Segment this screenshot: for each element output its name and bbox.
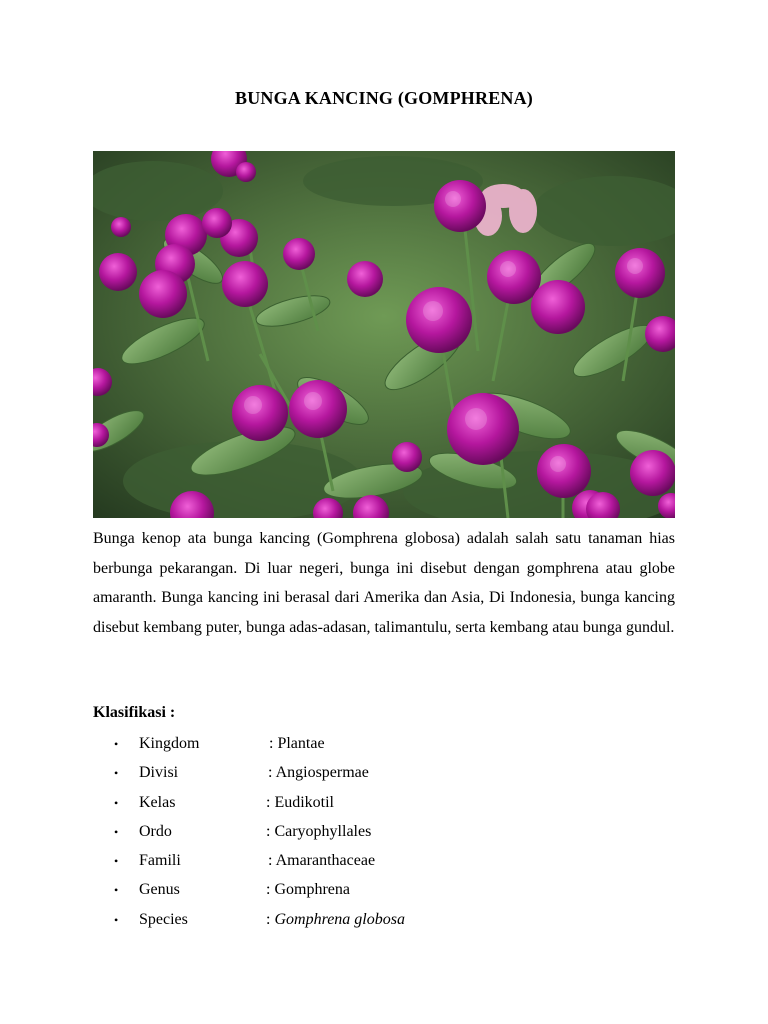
klasifikasi-value: : Eudikotil <box>266 793 334 811</box>
klasifikasi-item-species <box>0 908 768 937</box>
klasifikasi-value <box>266 908 405 932</box>
bullet-icon: • <box>114 912 119 927</box>
klasifikasi-key: Kelas <box>139 793 176 811</box>
bullet-icon: • <box>114 795 119 810</box>
klasifikasi-item-genus <box>0 878 768 907</box>
klasifikasi-key: Ordo <box>139 822 172 840</box>
klasifikasi-key: Divisi <box>139 764 179 782</box>
page-title: BUNGA KANCING (GOMPHRENA) <box>235 88 533 108</box>
klasifikasi-value: : Amaranthaceae <box>268 852 376 870</box>
klasifikasi-key: Kingdom <box>139 735 200 752</box>
klasifikasi-key: Genus <box>139 881 180 899</box>
intro-paragraph: Bunga kenop ata bunga kancing (Gomphrena globosa) adalah salah satu tanaman hias berbunga pekarangan. Di luar negeri, bunga ini disebut dengan gomphrena atau globe amaranth. Bunga kancing ini berasal dari Amerika dan Asia, Di Indonesia, bunga kancing disebut kembang puter, bunga adas-adasan, talimantulu, serta kembang atau bunga gundul. <box>93 530 675 636</box>
klasifikasi-value: : Angiospermae <box>268 764 369 782</box>
klasifikasi-item-kingdom <box>0 732 768 761</box>
klasifikasi-value: : Caryophyllales <box>266 822 372 840</box>
species-name: Gomphrena globosa <box>274 910 405 928</box>
klasifikasi-value-prefix: : <box>266 910 275 928</box>
klasifikasi-list <box>0 732 768 937</box>
klasifikasi-value: : Plantae <box>269 735 325 752</box>
bullet-icon: • <box>114 824 119 839</box>
klasifikasi-value: : Gomphrena <box>266 881 350 899</box>
bullet-icon: • <box>114 883 119 898</box>
klasifikasi-key: Species <box>139 910 188 928</box>
klasifikasi-heading: Klasifikasi : <box>93 704 176 721</box>
bullet-icon: • <box>114 766 119 781</box>
klasifikasi-item-famili <box>0 849 768 878</box>
klasifikasi-item-kelas <box>0 791 768 820</box>
klasifikasi-key: Famili <box>139 852 181 870</box>
flower-photo <box>93 151 675 518</box>
klasifikasi-item-ordo <box>0 820 768 849</box>
bullet-icon: • <box>114 737 119 751</box>
klasifikasi-item-divisi <box>0 761 768 790</box>
gomphrena-illustration <box>93 151 675 518</box>
bullet-icon: • <box>114 854 119 869</box>
